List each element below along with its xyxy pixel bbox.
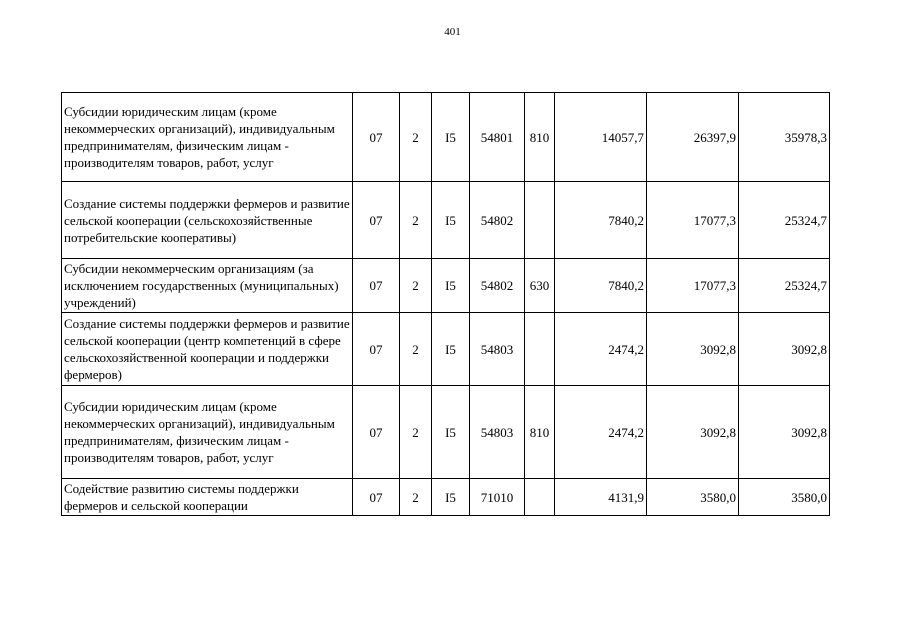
table-row	[62, 93, 830, 182]
row-name: Субсидии некоммерческим организациям (за исключением государственных (муниципальных) учреждений)	[62, 259, 353, 313]
row-name: Субсидии юридическим лицам (кроме некоммерческих организаций), индивидуальным предпринимателям, физическим лицам - производителям товаров, работ, услуг	[62, 93, 353, 182]
table-row	[62, 479, 830, 516]
table-row	[62, 313, 830, 386]
budget-table	[61, 92, 830, 516]
razdel-cell: 07	[353, 259, 400, 313]
table-row	[62, 259, 830, 313]
program-cell: I5	[432, 182, 470, 259]
razdel-cell: 07	[353, 479, 400, 516]
vid-cell	[525, 479, 555, 516]
razdel-cell: 07	[353, 386, 400, 479]
value-year1-cell: 4131,9	[555, 479, 647, 516]
table-row	[62, 182, 830, 259]
value-year3-cell: 3092,8	[739, 313, 830, 386]
value-year3-cell: 25324,7	[739, 259, 830, 313]
code-cell: 54802	[470, 259, 525, 313]
podrazdel-cell: 2	[400, 313, 432, 386]
value-year2-cell: 3092,8	[647, 313, 739, 386]
value-year3-cell: 3580,0	[739, 479, 830, 516]
code-cell: 54803	[470, 386, 525, 479]
value-year3-cell: 25324,7	[739, 182, 830, 259]
code-cell: 71010	[470, 479, 525, 516]
row-name: Содействие развитию системы поддержки фермеров и сельской кооперации	[62, 479, 353, 516]
vid-cell: 630	[525, 259, 555, 313]
vid-cell	[525, 313, 555, 386]
value-year2-cell: 3580,0	[647, 479, 739, 516]
podrazdel-cell: 2	[400, 182, 432, 259]
value-year1-cell: 14057,7	[555, 93, 647, 182]
value-year1-cell: 2474,2	[555, 313, 647, 386]
program-cell: I5	[432, 259, 470, 313]
table-row	[62, 386, 830, 479]
row-name: Создание системы поддержки фермеров и развитие сельской кооперации (сельскохозяйственные потребительские кооперативы)	[62, 182, 353, 259]
podrazdel-cell: 2	[400, 259, 432, 313]
vid-cell	[525, 182, 555, 259]
podrazdel-cell: 2	[400, 93, 432, 182]
podrazdel-cell: 2	[400, 386, 432, 479]
vid-cell: 810	[525, 93, 555, 182]
program-cell: I5	[432, 313, 470, 386]
value-year2-cell: 3092,8	[647, 386, 739, 479]
vid-cell: 810	[525, 386, 555, 479]
row-name: Создание системы поддержки фермеров и развитие сельской кооперации (центр компетенций в сфере сельскохозяйственной кооперации и поддержки фермеров)	[62, 313, 353, 386]
razdel-cell: 07	[353, 93, 400, 182]
value-year3-cell: 3092,8	[739, 386, 830, 479]
value-year1-cell: 2474,2	[555, 386, 647, 479]
value-year3-cell: 35978,3	[739, 93, 830, 182]
program-cell: I5	[432, 386, 470, 479]
razdel-cell: 07	[353, 182, 400, 259]
code-cell: 54801	[470, 93, 525, 182]
value-year1-cell: 7840,2	[555, 259, 647, 313]
code-cell: 54802	[470, 182, 525, 259]
program-cell: I5	[432, 479, 470, 516]
value-year1-cell: 7840,2	[555, 182, 647, 259]
value-year2-cell: 26397,9	[647, 93, 739, 182]
podrazdel-cell: 2	[400, 479, 432, 516]
program-cell: I5	[432, 93, 470, 182]
value-year2-cell: 17077,3	[647, 182, 739, 259]
value-year2-cell: 17077,3	[647, 259, 739, 313]
row-name: Субсидии юридическим лицам (кроме некоммерческих организаций), индивидуальным предпринимателям, физическим лицам - производителям товаров, работ, услуг	[62, 386, 353, 479]
code-cell: 54803	[470, 313, 525, 386]
page-number: 401	[444, 26, 461, 38]
razdel-cell: 07	[353, 313, 400, 386]
